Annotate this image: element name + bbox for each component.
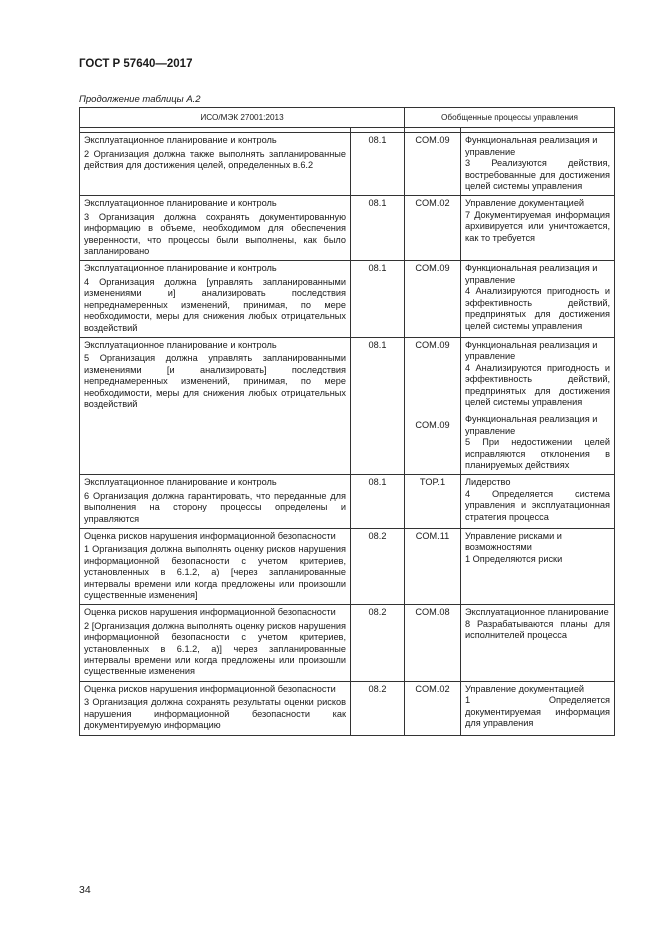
spacer <box>409 351 456 420</box>
process-text: 4 Определяется система управления и эксплуатационная стратегия процесса <box>465 488 611 522</box>
iso-requirement-title: Эксплуатационное планирование и контроль <box>84 135 277 146</box>
process-title: Функциональная реализация и управление <box>465 339 598 362</box>
document-code: ГОСТ Р 57640—2017 <box>79 58 193 70</box>
process-cell <box>461 605 615 681</box>
table-row <box>80 196 615 261</box>
clause-number: 08.2 <box>351 681 405 735</box>
process-code: COM.11 <box>405 529 461 605</box>
process-cell <box>461 529 615 605</box>
process-cell <box>461 196 615 261</box>
process-code: COM.08 <box>405 605 461 681</box>
clause-number: 08.2 <box>351 605 405 681</box>
process-text: 8 Разрабатываются планы для исполнителей процесса <box>465 618 611 641</box>
iso-requirement-text: 2 [Организация должна выполнять оценку рисков нарушения информационной безопасности с учетом критериев, установленных в 6.1.2, а)] через запланированные интервалы времени или когда предложены или произошли существенные изменения <box>84 620 346 677</box>
iso-requirement-title: Оценка рисков нарушения информационной безопасности <box>84 607 336 618</box>
table-row <box>80 529 615 605</box>
iso-requirement-title: Эксплуатационное планирование и контроль <box>84 477 277 488</box>
iso-requirement-title: Эксплуатационное планирование и контроль <box>84 198 277 209</box>
table-row <box>80 475 615 529</box>
iso-requirement-text: 4 Организация должна [управлять запланированными изменениями и] анализировать последствия непреднамеренных изменений, принимая, по мере необходимости, меры для снижения любых отрицательных воздействий <box>84 276 346 333</box>
process-text: 5 При недостижении целей исправляются отклонения в планируемых действиях <box>465 437 611 470</box>
iso-requirement-cell <box>80 261 351 337</box>
process-cell <box>461 133 615 196</box>
iso-requirement-cell <box>80 475 351 529</box>
process-code: TOP.1 <box>405 475 461 529</box>
table-row <box>80 337 615 474</box>
process-text: 1 Определяются риски <box>465 553 563 564</box>
process-title: Управление рисками и возможностями <box>465 531 562 553</box>
table-caption: Продолжение таблицы А.2 <box>79 94 201 105</box>
process-title: Функциональная реализация и управление <box>465 135 598 157</box>
iso-requirement-text: 3 Организация должна сохранять документированную информацию в объеме, необходимом для обеспечения уверенности, что процессы были выполнены, как было запланировано <box>84 211 346 257</box>
mapping-table <box>79 107 615 736</box>
process-text: 3 Реализуются действия, востребованные для достижения целей системы управления <box>465 158 611 192</box>
column-header-iso: ИСО/МЭК 27001:2013 <box>80 108 405 128</box>
iso-requirement-cell <box>80 605 351 681</box>
page-number: 34 <box>79 884 91 896</box>
table-header-row <box>80 108 615 128</box>
clause-number: 08.1 <box>351 196 405 261</box>
iso-requirement-title: Оценка рисков нарушения информационной безопасности <box>84 531 336 541</box>
column-header-processes: Обобщенные процессы управления <box>405 108 615 128</box>
iso-requirement-title: Эксплуатационное планирование и контроль <box>84 263 277 274</box>
clause-number: 08.1 <box>351 337 405 474</box>
process-text: 1 Определяется документируемая информация для управления <box>465 695 611 729</box>
clause-number: 08.1 <box>351 133 405 196</box>
process-title: Функциональная реализация и управление <box>465 263 598 285</box>
clause-number: 08.1 <box>351 475 405 529</box>
iso-requirement-text: 2 Организация должна также выполнять запланированные действия для достижения целей, определенных в.6.2 <box>84 148 346 171</box>
process-title: Управление документацией <box>465 198 585 209</box>
iso-requirement-text: 1 Организация должна выполнять оценку рисков нарушения информационной безопасности с учетом критериев, установленных в 6.1.2, а) [через запланированные интервалы времени или когда предложены или произошли существенные изменения] <box>84 544 346 601</box>
clause-number: 08.2 <box>351 529 405 605</box>
iso-requirement-title: Эксплуатационное планирование и контроль <box>84 339 277 350</box>
process-title: Лидерство <box>465 477 511 488</box>
process-code: COM.09 <box>415 339 450 350</box>
iso-requirement-text: 6 Организация должна гарантировать, что переданные для выполнения на сторону процессы определены и управляются <box>84 490 346 524</box>
process-code-cell <box>405 337 461 474</box>
table-row <box>80 261 615 337</box>
process-title: Управление документацией <box>465 683 585 694</box>
process-text: 7 Документируемая информация архивируется или уничтожается, как то требуется <box>465 209 611 243</box>
iso-requirement-text: 3 Организация должна сохранять результаты оценки рисков нарушения информационной безопасности как документируемую информацию <box>84 697 346 731</box>
process-text: 4 Анализируются пригодность и эффективность действий, предпринятых для достижения целей системы управления <box>465 286 611 331</box>
process-text: 4 Анализируются пригодность и эффективность действий, предпринятых для достижения целей системы управления <box>465 362 611 407</box>
process-cell <box>461 261 615 337</box>
iso-requirement-cell <box>80 337 351 474</box>
table-row <box>80 133 615 196</box>
iso-requirement-cell <box>80 681 351 735</box>
iso-requirement-cell <box>80 133 351 196</box>
process-cell <box>461 475 615 529</box>
table-row <box>80 681 615 735</box>
iso-requirement-text: 5 Организация должна управлять запланированными изменениями [и анализировать] последствия непреднамеренных изменений, принимая, по мере необходимости, меры для снижения любых отрицательных воздействий <box>84 353 346 409</box>
table-row <box>80 605 615 681</box>
clause-number: 08.1 <box>351 261 405 337</box>
process-code: COM.09 <box>415 420 450 431</box>
iso-requirement-title: Оценка рисков нарушения информационной безопасности <box>84 683 336 694</box>
process-title: Функциональная реализация и управление <box>465 414 598 436</box>
iso-requirement-cell <box>80 196 351 261</box>
process-code: COM.09 <box>405 261 461 337</box>
process-cell <box>461 337 615 474</box>
process-cell <box>461 681 615 735</box>
process-code: COM.09 <box>405 133 461 196</box>
process-code: COM.02 <box>405 196 461 261</box>
process-code: COM.02 <box>405 681 461 735</box>
process-title: Эксплуатационное планирование <box>465 607 609 618</box>
iso-requirement-cell <box>80 529 351 605</box>
